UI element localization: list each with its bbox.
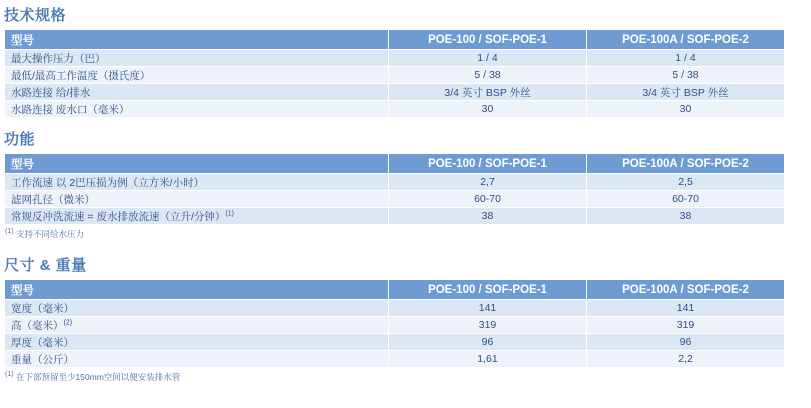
column-header-model: 型号: [5, 280, 389, 300]
row-label: 宽度（毫米）: [5, 300, 389, 317]
row-label: 滤网孔径（微米）: [5, 191, 389, 208]
section-title-dimensions-weight: 尺寸 & 重量: [4, 257, 87, 274]
row-value-poe-100a: 96: [587, 334, 785, 351]
table-row: [5, 191, 785, 208]
table-row: [5, 208, 785, 225]
row-value-poe-100: 319: [389, 317, 587, 334]
row-value-poe-100a: 38: [587, 208, 785, 225]
row-label: 最低/最高工作温度（摄氏度）: [5, 67, 389, 84]
table-header-row: [5, 154, 785, 174]
table-header-row: [5, 280, 785, 300]
row-value-poe-100: 60-70: [389, 191, 587, 208]
column-header-poe-100a: POE-100A / SOF-POE-2: [587, 30, 785, 50]
row-label-text: 高（毫米）: [11, 319, 64, 332]
row-label: 重量（公斤）: [5, 351, 389, 368]
table-header-row: [5, 30, 785, 50]
column-header-model: 型号: [5, 154, 389, 174]
column-header-poe-100: POE-100 / SOF-POE-1: [389, 154, 587, 174]
row-label: [5, 208, 389, 225]
row-label: 水路连接 废水口（毫米）: [5, 101, 389, 118]
row-value-poe-100: 96: [389, 334, 587, 351]
row-value-poe-100a: 60-70: [587, 191, 785, 208]
row-label: 最大操作压力（巴）: [5, 50, 389, 67]
row-value-poe-100: 2,7: [389, 174, 587, 191]
row-value-poe-100: 1 / 4: [389, 50, 587, 67]
row-value-poe-100a: 141: [587, 300, 785, 317]
row-label: 厚度（毫米）: [5, 334, 389, 351]
row-label: [5, 317, 389, 334]
section-title-functions: 功能: [4, 131, 36, 148]
section-functions: [0, 118, 811, 240]
table-row: [5, 351, 785, 368]
row-value-poe-100a: 1 / 4: [587, 50, 785, 67]
footnote-marker-dimensions: (1): [5, 371, 14, 379]
section-title-technical-specs: 技术规格: [4, 7, 67, 24]
row-value-poe-100: 5 / 38: [389, 67, 587, 84]
row-value-poe-100a: 319: [587, 317, 785, 334]
column-header-poe-100: POE-100 / SOF-POE-1: [389, 30, 587, 50]
footnote-dimensions: [5, 368, 811, 383]
footnote-text-dimensions: 在下部预留至少150mm空间以便安装排水管: [15, 372, 181, 382]
section-technical-specs: [0, 0, 811, 118]
row-value-poe-100a: 3/4 英寸 BSP 外丝: [587, 84, 785, 101]
row-value-poe-100: 3/4 英寸 BSP 外丝: [389, 84, 587, 101]
row-value-poe-100a: 30: [587, 101, 785, 118]
column-header-model: 型号: [5, 30, 389, 50]
table-row: [5, 334, 785, 351]
column-header-poe-100a: POE-100A / SOF-POE-2: [587, 154, 785, 174]
row-value-poe-100: 1,61: [389, 351, 587, 368]
table-functions: [4, 153, 785, 225]
table-row: [5, 174, 785, 191]
row-label: 工作流速 以 2巴压损为例（立方米/小时）: [5, 174, 389, 191]
column-header-poe-100: POE-100 / SOF-POE-1: [389, 280, 587, 300]
footnote-marker-functions: (1): [5, 228, 14, 236]
row-value-poe-100a: 2,2: [587, 351, 785, 368]
column-header-poe-100a: POE-100A / SOF-POE-2: [587, 280, 785, 300]
table-row: [5, 67, 785, 84]
table-row: [5, 317, 785, 334]
row-label: 水路连接 给/排水: [5, 84, 389, 101]
row-value-poe-100a: 5 / 38: [587, 67, 785, 84]
row-value-poe-100: 141: [389, 300, 587, 317]
table-dimensions-weight: [4, 279, 785, 368]
row-value-poe-100a: 2,5: [587, 174, 785, 191]
table-row: [5, 84, 785, 101]
row-value-poe-100: 30: [389, 101, 587, 118]
table-row: [5, 300, 785, 317]
table-row: [5, 50, 785, 67]
footnote-marker: (2): [63, 319, 73, 326]
section-dimensions-weight: [0, 240, 811, 383]
row-value-poe-100: 38: [389, 208, 587, 225]
table-row: [5, 101, 785, 118]
footnote-text-functions: 支持不同给水压力: [15, 229, 84, 239]
table-technical-specs: [4, 29, 785, 118]
row-label-text: 常规反冲洗流速 = 废水排放流速（立升/分钟）: [11, 210, 226, 223]
footnote-functions: [5, 225, 811, 240]
footnote-marker: (1): [225, 210, 234, 217]
